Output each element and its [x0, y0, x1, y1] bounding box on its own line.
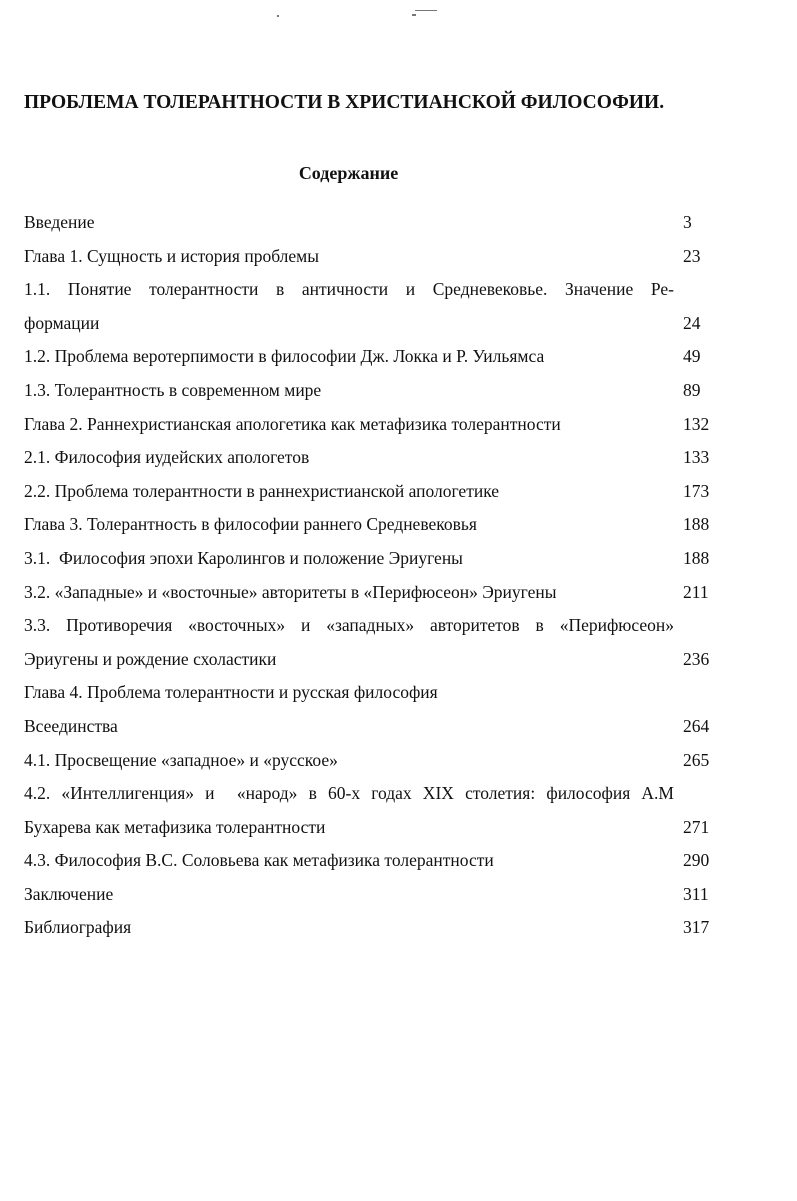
toc-entry: [24, 542, 714, 576]
toc-entry: [24, 710, 714, 744]
toc-entry-page: 311: [683, 883, 709, 904]
toc-entry: [24, 609, 714, 643]
toc-entry-title: 4.3. Философия В.С. Соловьева как метафизика толерантности: [24, 850, 494, 871]
toc-entry-page: 264: [683, 715, 710, 736]
toc-entry-page: 188: [683, 547, 710, 568]
toc-entry-page: 188: [683, 514, 710, 535]
toc-entry-page: 317: [683, 917, 710, 938]
toc-entry-title: Глава 2. Раннехристианская апологетика как метафизика толерантности: [24, 413, 561, 434]
toc-entry-title: 3.1. Философия эпохи Каролингов и положение Эриугены: [24, 547, 463, 568]
toc-entry-title: 1.1. Понятие толерантности в античности и Средневековье. Значение Ре-: [24, 279, 674, 300]
toc-entry-title: 4.2. «Интеллигенция» и «народ» в 60-х годах XIX столетия: философия А.М: [24, 783, 674, 804]
toc-entry-title: Глава 1. Сущность и история проблемы: [24, 245, 320, 266]
toc-entry-title: Эриугены и рождение схоластики: [24, 648, 277, 669]
page-title: ПРОБЛЕМА ТОЛЕРАНТНОСТИ В ХРИСТИАНСКОЙ ФИЛОСОФИИ.: [24, 92, 665, 113]
table-of-contents: [24, 206, 714, 945]
toc-entry-title: формации: [24, 312, 100, 333]
toc-entry: [24, 844, 714, 878]
toc-entry-title: 3.3. Противоречия «восточных» и «западных» авторитетов в «Перифюсеон»: [24, 615, 674, 636]
toc-entry-title: 2.2. Проблема толерантности в раннехристианской апологетике: [24, 480, 500, 501]
toc-entry-page: 23: [683, 245, 701, 266]
toc-entry-title: 4.1. Просвещение «западное» и «русское»: [24, 749, 338, 770]
toc-entry: [24, 441, 714, 475]
toc-entry: [24, 240, 714, 274]
toc-entry-title: 3.2. «Западные» и «восточные» авторитеты в «Перифюсеон» Эриугены: [24, 581, 557, 602]
toc-entry-page: 211: [683, 581, 709, 602]
toc-entry-page: 133: [683, 447, 710, 468]
toc-entry-title: Всеединства: [24, 715, 118, 736]
toc-entry: [24, 475, 714, 509]
toc-entry: [24, 206, 714, 240]
toc-entry-page: 3: [683, 212, 692, 232]
toc-entry-page: 24: [683, 312, 701, 333]
toc-entry: [24, 911, 714, 945]
toc-entry-page: 49: [683, 346, 701, 367]
toc-entry: [24, 340, 714, 374]
toc-entry-title: Библиография: [24, 917, 132, 938]
toc-entry-page: 271: [683, 816, 710, 837]
toc-entry-page: 173: [683, 480, 710, 501]
toc-entry: [24, 676, 714, 710]
toc-entry: [24, 307, 714, 341]
toc-entry-title: 2.1. Философия иудейских апологетов: [24, 447, 310, 468]
toc-entry: [24, 408, 714, 442]
toc-entry-page: 290: [683, 850, 710, 871]
toc-entry: [24, 374, 714, 408]
scan-speck: [415, 10, 437, 11]
toc-entry: [24, 576, 714, 610]
toc-entry: [24, 811, 714, 845]
toc-entry: [24, 777, 714, 811]
toc-entry: [24, 878, 714, 912]
scan-speck: [412, 14, 416, 16]
toc-entry-page: 89: [683, 379, 701, 400]
toc-entry-title: Глава 4. Проблема толерантности и русская философия: [24, 682, 438, 703]
toc-entry-page: 132: [683, 413, 710, 434]
contents-heading: Содержание: [298, 163, 399, 183]
toc-entry-title: Введение: [24, 212, 95, 232]
toc-entry: [24, 643, 714, 677]
toc-entry: [24, 508, 714, 542]
toc-entry-title: 1.3. Толерантность в современном мире: [24, 379, 322, 400]
toc-entry-title: Глава 3. Толерантность в философии раннего Средневековья: [24, 514, 477, 535]
toc-entry-title: 1.2. Проблема веротерпимости в философии Дж. Локка и Р. Уильямса: [24, 346, 545, 367]
scan-speck: [277, 15, 279, 17]
toc-entry: [24, 273, 714, 307]
toc-entry-title: Бухарева как метафизика толерантности: [24, 816, 326, 837]
toc-entry-page: 236: [683, 648, 710, 669]
toc-entry-page: 265: [683, 749, 710, 770]
toc-entry: [24, 744, 714, 778]
toc-entry-title: Заключение: [24, 883, 114, 904]
